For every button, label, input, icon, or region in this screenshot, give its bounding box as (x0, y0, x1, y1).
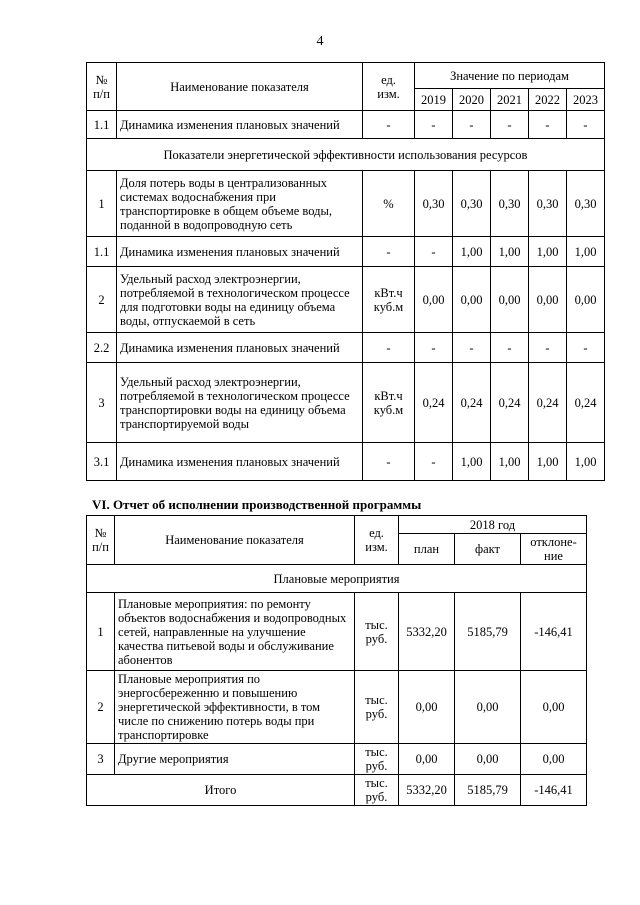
col-header-unit: ед. изм. (355, 516, 399, 565)
table-row (87, 363, 605, 443)
row-value: - (415, 111, 453, 139)
row-value: - (567, 111, 605, 139)
row-value: 1,00 (567, 443, 605, 481)
row-num: 1 (87, 171, 117, 237)
row-value: - (453, 111, 491, 139)
section-heading: VI. Отчет об исполнении производственной программы (92, 497, 422, 512)
table-row (87, 443, 605, 481)
row-deviation: 0,00 (521, 744, 587, 775)
row-value: - (491, 111, 529, 139)
row-name: Другие мероприятия (115, 744, 355, 775)
col-header-year: 2021 (491, 89, 529, 111)
row-unit: - (363, 237, 415, 267)
row-deviation: 0,00 (521, 671, 587, 744)
table-row (87, 171, 605, 237)
row-unit: - (363, 111, 415, 139)
row-num: 3 (87, 363, 117, 443)
row-value: 1,00 (529, 237, 567, 267)
row-value: 0,30 (415, 171, 453, 237)
table-row (87, 593, 587, 671)
row-plan: 5332,20 (399, 593, 455, 671)
row-value: 0,00 (529, 267, 567, 333)
row-value: 0,30 (491, 171, 529, 237)
row-num: 1.1 (87, 237, 117, 267)
col-header-num: № п/п (87, 516, 115, 565)
row-value: - (453, 333, 491, 363)
col-header-year: 2019 (415, 89, 453, 111)
row-unit: тыс. руб. (355, 593, 399, 671)
row-value: - (415, 443, 453, 481)
col-header-year: 2020 (453, 89, 491, 111)
total-deviation: -146,41 (521, 775, 587, 806)
row-name: Доля потерь воды в централизованных системах водоснабжения при транспортировке в общем объеме воды, поданной в водопроводную сеть (117, 171, 363, 237)
row-unit: % (363, 171, 415, 237)
col-header-plan: план (399, 534, 455, 565)
row-unit: тыс. руб. (355, 775, 399, 806)
table-row (87, 267, 605, 333)
col-header-year-group: 2018 год (399, 516, 587, 534)
row-deviation: -146,41 (521, 593, 587, 671)
row-name: Динамика изменения плановых значений (117, 443, 363, 481)
row-value: 1,00 (567, 237, 605, 267)
row-value: - (529, 333, 567, 363)
section-row: Плановые мероприятия (87, 565, 587, 593)
row-value: 1,00 (453, 237, 491, 267)
row-value: 0,00 (567, 267, 605, 333)
section-row: Показатели энергетической эффективности использования ресурсов (87, 139, 605, 171)
row-fact: 0,00 (455, 671, 521, 744)
row-name: Удельный расход электроэнергии, потребляемой в технологическом процессе для подготовки воды на единицу объема воды, отпускаемой в сеть (117, 267, 363, 333)
row-value: 0,24 (491, 363, 529, 443)
row-value: 0,30 (453, 171, 491, 237)
row-num: 3.1 (87, 443, 117, 481)
col-header-year: 2023 (567, 89, 605, 111)
col-header-fact: факт (455, 534, 521, 565)
row-value: 0,30 (529, 171, 567, 237)
row-value: - (415, 333, 453, 363)
production-program-report-table (86, 515, 587, 806)
col-header-deviation: отклоне- ние (521, 534, 587, 565)
row-value: 0,24 (415, 363, 453, 443)
row-value: 1,00 (491, 443, 529, 481)
col-header-num: № п/п (87, 63, 117, 111)
row-num: 2 (87, 267, 117, 333)
col-header-unit: ед. изм. (363, 63, 415, 111)
col-header-year: 2022 (529, 89, 567, 111)
page-number: 4 (316, 34, 324, 49)
row-plan: 0,00 (399, 744, 455, 775)
row-num: 2.2 (87, 333, 117, 363)
row-num: 3 (87, 744, 115, 775)
row-value: - (567, 333, 605, 363)
col-header-name: Наименование показателя (115, 516, 355, 565)
total-label: Итого (87, 775, 355, 806)
col-header-name: Наименование показателя (117, 63, 363, 111)
row-unit: тыс. руб. (355, 671, 399, 744)
row-name: Динамика изменения плановых значений (117, 237, 363, 267)
row-name: Плановые мероприятия: по ремонту объектов водоснабжения и водопроводных сетей, направленные на улучшение качества питьевой воды и обслуживание абонентов (115, 593, 355, 671)
row-value: 0,24 (453, 363, 491, 443)
row-value: - (529, 111, 567, 139)
table-row (87, 333, 605, 363)
row-value: - (415, 237, 453, 267)
row-num: 1 (87, 593, 115, 671)
row-unit: тыс. руб. (355, 744, 399, 775)
row-value: 0,30 (567, 171, 605, 237)
table-row (87, 671, 587, 744)
row-value: 0,00 (491, 267, 529, 333)
table-row (87, 111, 605, 139)
row-name: Удельный расход электроэнергии, потребляемой в технологическом процессе транспортировки воды на единицу объема транспортируемой воды (117, 363, 363, 443)
row-fact: 5185,79 (455, 593, 521, 671)
row-name: Динамика изменения плановых значений (117, 333, 363, 363)
row-name: Динамика изменения плановых значений (117, 111, 363, 139)
row-unit: - (363, 443, 415, 481)
row-value: 1,00 (529, 443, 567, 481)
row-value: 1,00 (453, 443, 491, 481)
total-fact: 5185,79 (455, 775, 521, 806)
row-value: 0,24 (529, 363, 567, 443)
row-num: 2 (87, 671, 115, 744)
col-header-periods: Значение по периодам (415, 63, 605, 89)
row-name: Плановые мероприятия по энергосбереженню и повышению энергетической эффективности, в том числе по снижению потерь воды при транспортировке (115, 671, 355, 744)
row-value: 1,00 (491, 237, 529, 267)
row-num: 1.1 (87, 111, 117, 139)
row-value: 0,00 (453, 267, 491, 333)
row-unit: кВт.ч куб.м (363, 363, 415, 443)
row-value: - (491, 333, 529, 363)
total-plan: 5332,20 (399, 775, 455, 806)
row-plan: 0,00 (399, 671, 455, 744)
table-row (87, 237, 605, 267)
row-value: 0,00 (415, 267, 453, 333)
row-value: 0,24 (567, 363, 605, 443)
row-fact: 0,00 (455, 744, 521, 775)
total-row (87, 775, 587, 806)
row-unit: - (363, 333, 415, 363)
row-unit: кВт.ч куб.м (363, 267, 415, 333)
energy-indicators-table (86, 62, 605, 481)
table-row (87, 744, 587, 775)
